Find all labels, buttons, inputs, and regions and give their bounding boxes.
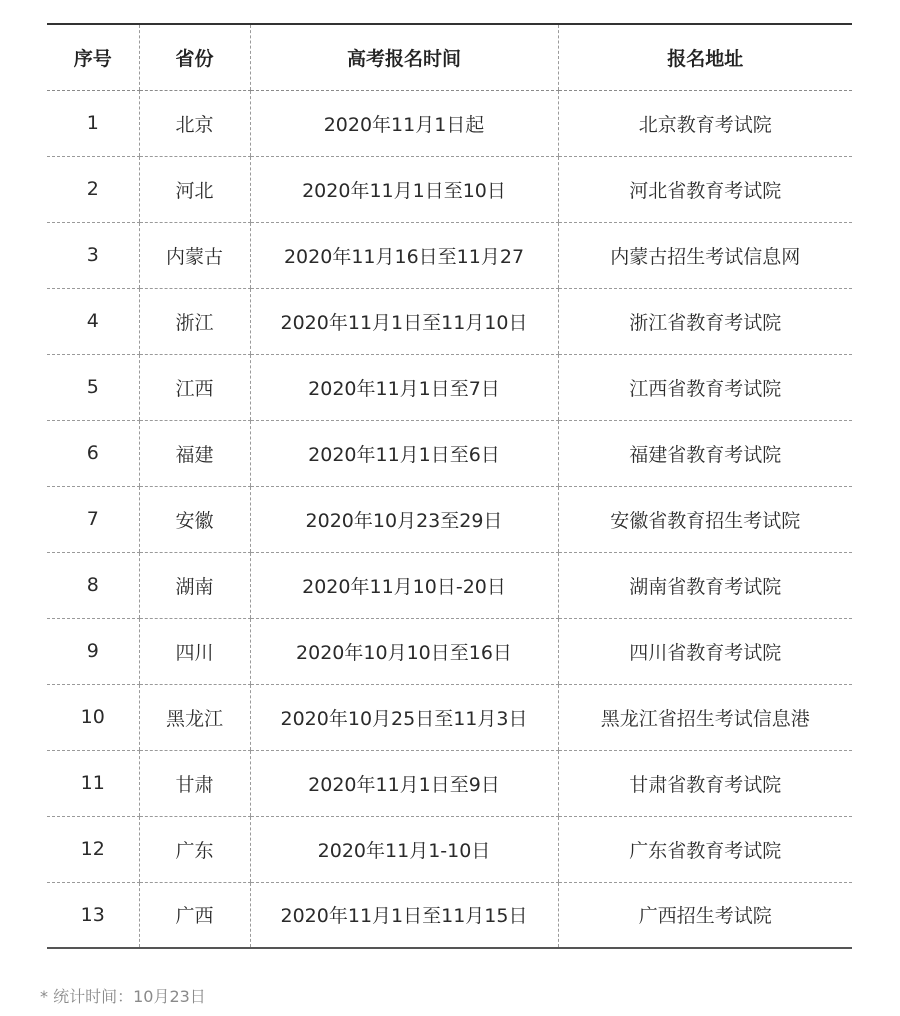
cell-province: 内蒙古 <box>139 222 250 288</box>
cell-registration-time: 2020年10月10日至16日 <box>250 618 558 684</box>
cell-registration-address: 江西省教育考试院 <box>558 354 852 420</box>
cell-index: 8 <box>47 552 139 618</box>
cell-registration-time: 2020年11月1日起 <box>250 90 558 156</box>
cell-registration-address: 福建省教育考试院 <box>558 420 852 486</box>
cell-province: 湖南 <box>139 552 250 618</box>
table-row <box>47 222 852 288</box>
cell-index: 3 <box>47 222 139 288</box>
table-row <box>47 618 852 684</box>
cell-registration-time: 2020年11月16日至11月27 <box>250 222 558 288</box>
cell-registration-time: 2020年11月1日至11月10日 <box>250 288 558 354</box>
header-index: 序号 <box>47 24 139 90</box>
statistics-time-footnote: * 统计时间：10月23日 <box>40 987 206 1006</box>
table-row <box>47 354 852 420</box>
table-row <box>47 750 852 816</box>
cell-registration-time: 2020年11月1-10日 <box>250 816 558 882</box>
header-row <box>47 24 852 90</box>
table-row <box>47 486 852 552</box>
cell-registration-time: 2020年10月25日至11月3日 <box>250 684 558 750</box>
cell-province: 安徽 <box>139 486 250 552</box>
cell-province: 广西 <box>139 882 250 948</box>
cell-registration-address: 河北省教育考试院 <box>558 156 852 222</box>
table-row <box>47 882 852 948</box>
cell-registration-address: 黑龙江省招生考试信息港 <box>558 684 852 750</box>
cell-index: 7 <box>47 486 139 552</box>
header-registration-time: 高考报名时间 <box>250 24 558 90</box>
cell-registration-address: 浙江省教育考试院 <box>558 288 852 354</box>
cell-index: 12 <box>47 816 139 882</box>
cell-index: 6 <box>47 420 139 486</box>
registration-table <box>47 23 852 949</box>
cell-registration-time: 2020年11月1日至10日 <box>250 156 558 222</box>
table-row <box>47 156 852 222</box>
cell-index: 10 <box>47 684 139 750</box>
table-row <box>47 288 852 354</box>
cell-index: 11 <box>47 750 139 816</box>
cell-registration-time: 2020年11月1日至11月15日 <box>250 882 558 948</box>
cell-registration-address: 内蒙古招生考试信息网 <box>558 222 852 288</box>
header-province: 省份 <box>139 24 250 90</box>
cell-province: 甘肃 <box>139 750 250 816</box>
cell-province: 河北 <box>139 156 250 222</box>
cell-province: 浙江 <box>139 288 250 354</box>
cell-registration-address: 安徽省教育招生考试院 <box>558 486 852 552</box>
cell-index: 1 <box>47 90 139 156</box>
cell-index: 5 <box>47 354 139 420</box>
cell-province: 四川 <box>139 618 250 684</box>
cell-registration-time: 2020年11月10日-20日 <box>250 552 558 618</box>
table-row <box>47 90 852 156</box>
registration-table-container <box>47 23 852 949</box>
cell-province: 江西 <box>139 354 250 420</box>
cell-registration-time: 2020年10月23至29日 <box>250 486 558 552</box>
cell-registration-time: 2020年11月1日至7日 <box>250 354 558 420</box>
cell-province: 北京 <box>139 90 250 156</box>
table-row <box>47 420 852 486</box>
cell-registration-address: 广东省教育考试院 <box>558 816 852 882</box>
cell-registration-address: 湖南省教育考试院 <box>558 552 852 618</box>
cell-index: 4 <box>47 288 139 354</box>
header-registration-address: 报名地址 <box>558 24 852 90</box>
cell-registration-time: 2020年11月1日至9日 <box>250 750 558 816</box>
cell-province: 福建 <box>139 420 250 486</box>
cell-province: 黑龙江 <box>139 684 250 750</box>
cell-index: 13 <box>47 882 139 948</box>
cell-registration-address: 北京教育考试院 <box>558 90 852 156</box>
table-body <box>47 90 852 948</box>
table-row <box>47 684 852 750</box>
cell-index: 2 <box>47 156 139 222</box>
table-header <box>47 24 852 90</box>
cell-registration-address: 甘肃省教育考试院 <box>558 750 852 816</box>
cell-index: 9 <box>47 618 139 684</box>
cell-registration-address: 广西招生考试院 <box>558 882 852 948</box>
cell-province: 广东 <box>139 816 250 882</box>
cell-registration-address: 四川省教育考试院 <box>558 618 852 684</box>
cell-registration-time: 2020年11月1日至6日 <box>250 420 558 486</box>
table-row <box>47 552 852 618</box>
table-row <box>47 816 852 882</box>
